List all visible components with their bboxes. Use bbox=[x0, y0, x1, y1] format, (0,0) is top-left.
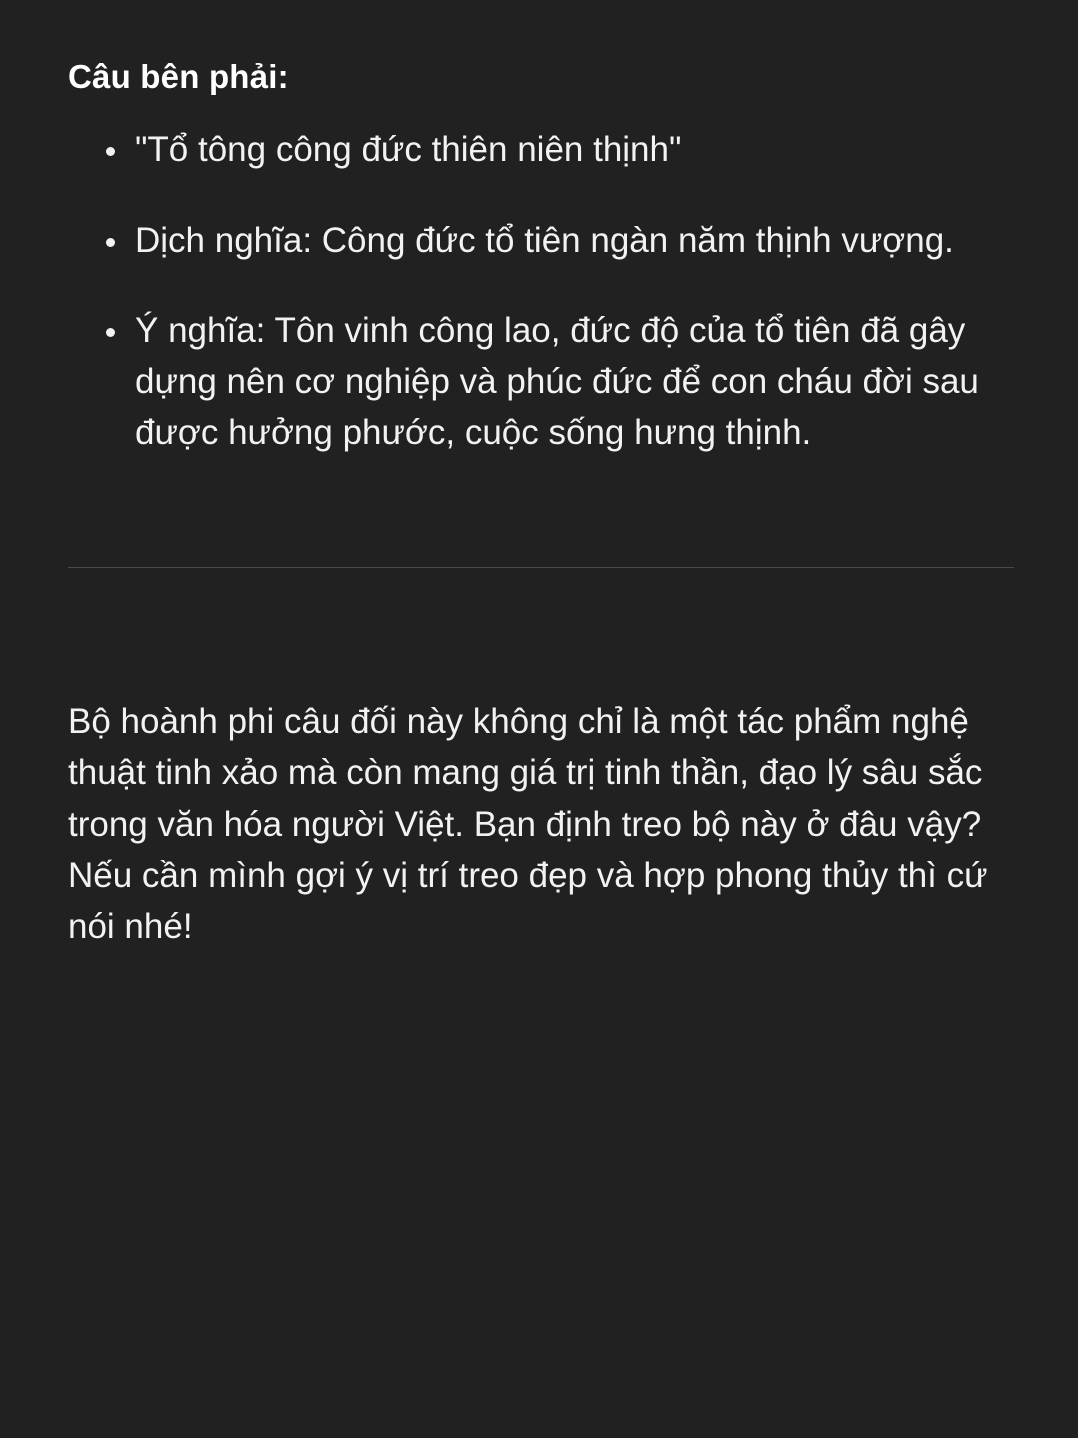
list-item: Dịch nghĩa: Công đức tổ tiên ngàn năm thịnh vượng. bbox=[98, 216, 1014, 267]
bullet-list bbox=[68, 125, 1014, 459]
list-item: Ý nghĩa: Tôn vinh công lao, đức độ của tổ tiên đã gây dựng nên cơ nghiệp và phúc đức để con cháu đời sau được hưởng phước, cuộc sống hưng thịnh. bbox=[98, 306, 1014, 458]
closing-paragraph: Bộ hoành phi câu đối này không chỉ là một tác phẩm nghệ thuật tinh xảo mà còn mang giá trị tinh thần, đạo lý sâu sắc trong văn hóa người Việt. Bạn định treo bộ này ở đâu vậy? Nếu cần mình gợi ý vị trí treo đẹp và hợp phong thủy thì cứ nói nhé! bbox=[68, 701, 988, 947]
list-item: "Tổ tông công đức thiên niên thịnh" bbox=[98, 125, 1014, 176]
section-divider bbox=[68, 567, 1014, 568]
page-title: Câu bên phải: bbox=[68, 58, 289, 95]
